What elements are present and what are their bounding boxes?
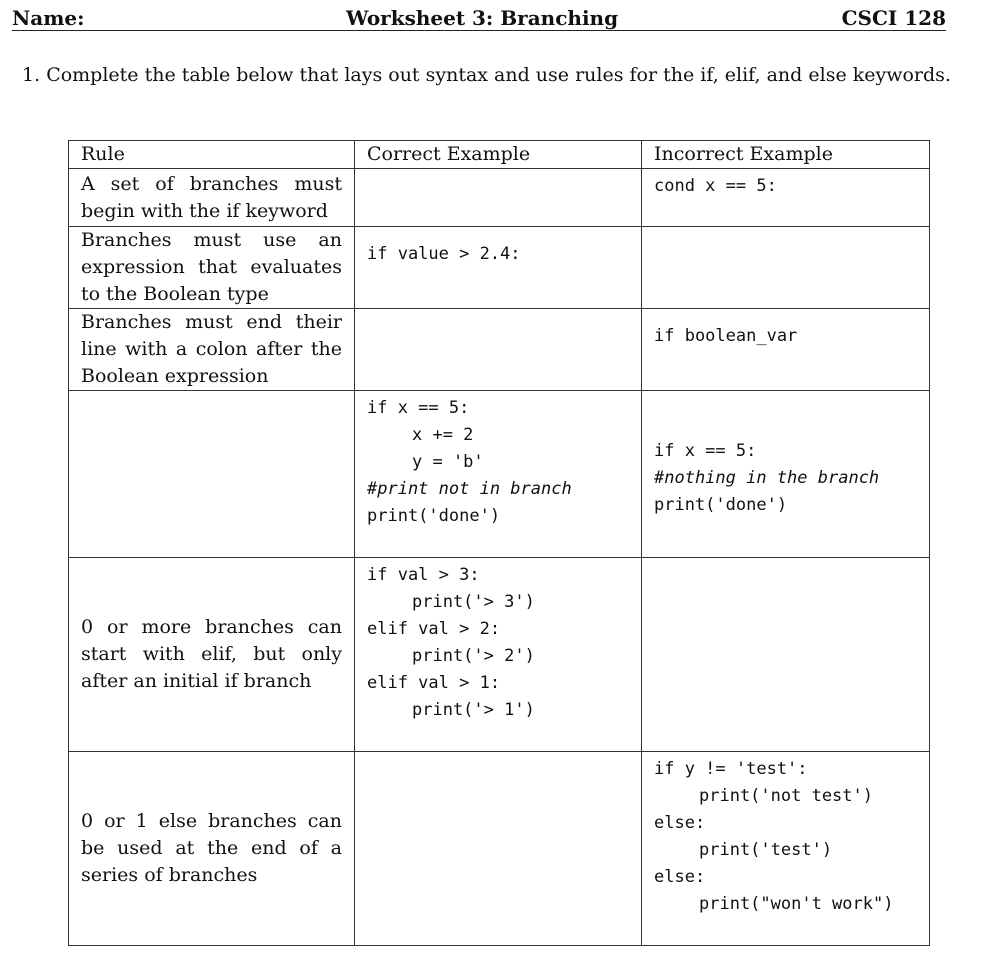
code-line: if val > 3:: [367, 565, 480, 585]
header-rule: Rule: [69, 141, 355, 169]
code-line: print('> 1'): [412, 700, 535, 720]
incorrect-example-cell[interactable]: [642, 169, 930, 227]
rule-cell[interactable]: 0 or 1 else branches can be used at the end of a series of branches: [69, 752, 355, 946]
code-line: print('done'): [654, 494, 788, 515]
code-line: print('> 2'): [412, 646, 535, 666]
incorrect-example-cell[interactable]: [642, 227, 930, 309]
code-line: if value > 2.4:: [367, 244, 521, 264]
incorrect-example-cell[interactable]: [642, 752, 930, 946]
incorrect-example-cell[interactable]: [642, 558, 930, 752]
rule-cell[interactable]: [69, 391, 355, 558]
code-line: print('not test'): [699, 786, 873, 806]
question-text: Complete the table below that lays out syntax and use rules for the if, elif, and else keywords.: [46, 64, 951, 86]
correct-example-cell[interactable]: [355, 752, 642, 946]
table-row: [69, 752, 930, 946]
code-line: print("won't work"): [699, 894, 894, 914]
rule-cell[interactable]: A set of branches must begin with the if keyword: [69, 169, 355, 227]
correct-example-cell[interactable]: [355, 558, 642, 752]
code-comment: #nothing in the branch: [654, 467, 880, 488]
code-line: print('done'): [367, 506, 501, 526]
incorrect-example-cell[interactable]: [642, 309, 930, 391]
correct-example-cell[interactable]: [355, 169, 642, 227]
table-row: [69, 391, 930, 558]
question-number: 1.: [22, 64, 41, 86]
table-row: [69, 227, 930, 309]
name-label: Name:: [12, 6, 85, 30]
correct-example-cell[interactable]: [355, 227, 642, 309]
code-line: print('test'): [699, 840, 833, 860]
rule-cell[interactable]: Branches must end their line with a colon after the Boolean expression: [69, 309, 355, 391]
incorrect-example-cell[interactable]: [642, 391, 930, 558]
code-line: elif val > 2:: [367, 619, 501, 639]
rule-cell[interactable]: 0 or more branches can start with elif, but only after an initial if branch: [69, 558, 355, 752]
code-line: if y != 'test':: [654, 759, 808, 779]
code-line: if x == 5:: [654, 440, 757, 461]
question-1: [22, 64, 951, 86]
code-comment: #print not in branch: [367, 479, 572, 499]
header-incorrect-example: Incorrect Example: [642, 141, 930, 169]
code-line: if x == 5:: [367, 398, 470, 418]
table-row: [69, 309, 930, 391]
code-line: if boolean_var: [654, 326, 798, 346]
worksheet-header: [12, 4, 946, 31]
worksheet-title: Worksheet 3: Branching: [346, 6, 619, 30]
rule-cell[interactable]: Branches must use an expression that evaluates to the Boolean type: [69, 227, 355, 309]
code-line: y = 'b': [412, 452, 484, 472]
code-line: cond x == 5:: [654, 176, 777, 196]
table-header-row: [69, 141, 930, 169]
course-code: CSCI 128: [841, 6, 946, 30]
code-line: else:: [654, 867, 706, 887]
code-line: else:: [654, 813, 706, 833]
code-line: print('> 3'): [412, 592, 535, 612]
rules-table: [68, 140, 930, 946]
table-row: [69, 558, 930, 752]
code-line: elif val > 1:: [367, 673, 501, 693]
code-line: x += 2: [412, 425, 474, 445]
correct-example-cell[interactable]: [355, 391, 642, 558]
table-row: [69, 169, 930, 227]
header-correct-example: Correct Example: [355, 141, 642, 169]
correct-example-cell[interactable]: [355, 309, 642, 391]
